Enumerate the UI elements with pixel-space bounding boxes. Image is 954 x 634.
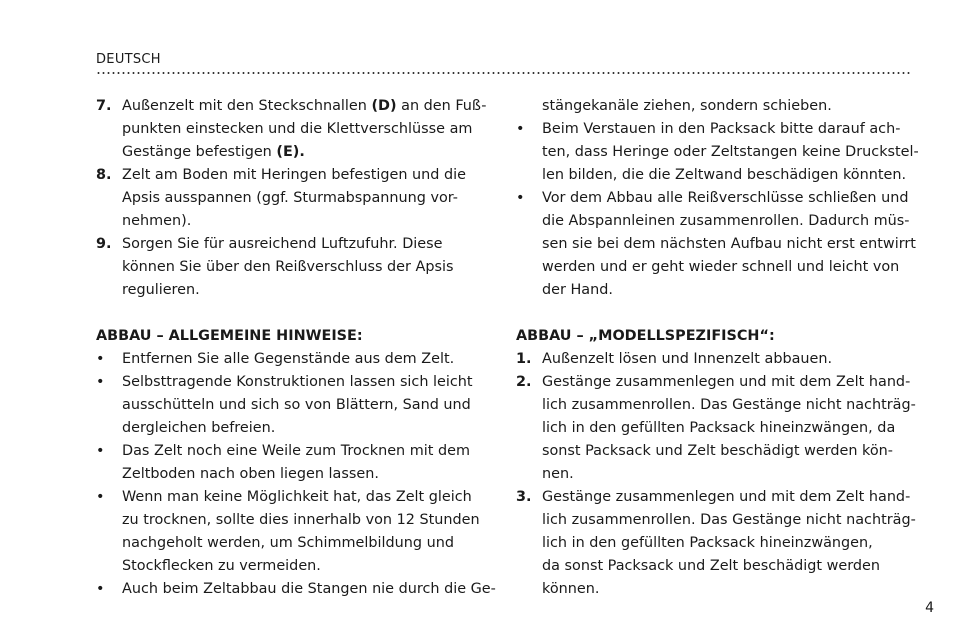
text-line [122, 141, 491, 164]
list-item-text [542, 486, 916, 601]
text-segment: werden und er geht wieder schnell und leicht von [542, 259, 900, 275]
list-item-bullet [516, 118, 919, 187]
text-segment: Selbsttragende Konstruktionen lassen sich leicht [122, 374, 473, 390]
list-item-bullet [96, 578, 496, 601]
bullet-marker: • [516, 190, 525, 206]
text-line [542, 555, 916, 578]
text-segment: zu trocknen, sollte dies innerhalb von 12 Stunden [122, 512, 480, 528]
text-line [122, 187, 491, 210]
list-item-text [122, 440, 491, 486]
list-item-text [542, 118, 919, 187]
text-segment: sonst Packsack und Zelt beschädigt werden kön- [542, 443, 893, 459]
text-line [542, 509, 916, 532]
list-item-bullet [96, 371, 491, 440]
text-line [122, 164, 491, 187]
text-segment: Apsis ausspannen (ggf. Sturmabspannung vor- [122, 190, 458, 206]
text-segment: nachgeholt werden, um Schimmelbildung und [122, 535, 455, 551]
text-segment: Gestänge zusammenlegen und mit dem Zelt hand- [542, 374, 911, 390]
text-segment: lich in den gefüllten Packsack hineinzwängen, da [542, 420, 896, 436]
left-column [96, 95, 496, 601]
step-number: 9. [96, 236, 112, 252]
list-item-step [96, 95, 491, 164]
text-line [122, 371, 491, 394]
list-item-text [542, 371, 916, 486]
text-line [542, 118, 919, 141]
bullet-marker: • [96, 489, 105, 505]
list-item-text [122, 348, 491, 371]
text-line [122, 486, 491, 509]
list-item-step [516, 486, 916, 601]
text-segment: dergleichen befreien. [122, 420, 276, 436]
general-notes-list [96, 348, 496, 601]
text-line [122, 463, 491, 486]
model-specific-steps [516, 348, 916, 601]
continuation-text: stängekanäle ziehen, sondern schieben. [542, 98, 832, 114]
text-line [122, 233, 491, 256]
text-line [122, 417, 491, 440]
text-line [542, 532, 916, 555]
general-notes-list-continued [516, 118, 919, 302]
list-item-text [122, 371, 491, 440]
list-item-text [122, 578, 496, 601]
text-segment: Vor dem Abbau alle Reißverschlüsse schließen und [542, 190, 909, 206]
text-line [122, 279, 491, 302]
text-segment: len bilden, die die Zeltwand beschädigen könnten. [542, 167, 907, 183]
text-line [122, 440, 491, 463]
text-segment: Wenn man keine Möglichkeit hat, das Zelt gleich [122, 489, 472, 505]
text-segment: Stockflecken zu vermeiden. [122, 558, 321, 574]
list-item-text [122, 233, 491, 302]
text-line [542, 256, 916, 279]
list-item-text [122, 95, 491, 164]
text-line [542, 141, 919, 164]
text-segment: lich zusammenrollen. Das Gestänge nicht nachträg- [542, 512, 916, 528]
section-heading-general: ABBAU – ALLGEMEINE HINWEISE: [96, 328, 363, 344]
list-item-step [516, 371, 916, 486]
list-item-step [96, 164, 491, 233]
text-line [122, 394, 491, 417]
step-number: 7. [96, 98, 112, 114]
text-segment: Beim Verstauen in den Packsack bitte darauf ach- [542, 121, 901, 137]
assembly-steps [96, 95, 491, 302]
text-segment: Sorgen Sie für ausreichend Luftzufuhr. Diese [122, 236, 443, 252]
page-number: 4 [925, 600, 934, 616]
text-line [122, 118, 491, 141]
step-number: 1. [516, 351, 532, 367]
text-line [542, 463, 916, 486]
text-segment: Außenzelt lösen und Innenzelt abbauen. [542, 351, 833, 367]
text-line [542, 187, 916, 210]
list-item-bullet [516, 187, 916, 302]
text-line [122, 555, 491, 578]
text-line [542, 578, 916, 601]
list-item-text [542, 187, 916, 302]
page-header-language: DEUTSCH [96, 52, 161, 67]
text-segment: können. [542, 581, 600, 597]
text-line [122, 210, 491, 233]
text-segment: regulieren. [122, 282, 200, 298]
text-line [542, 210, 916, 233]
text-line [542, 371, 916, 394]
text-segment: ten, dass Heringe oder Zeltstangen keine Druckstel- [542, 144, 919, 160]
text-line [542, 279, 916, 302]
text-segment: Entfernen Sie alle Gegenstände aus dem Zelt. [122, 351, 455, 367]
text-line [122, 95, 491, 118]
text-segment: an den Fuß- [396, 98, 487, 114]
list-item-step [516, 348, 916, 371]
text-segment: nehmen). [122, 213, 192, 229]
list-item-bullet [96, 440, 491, 486]
text-segment: punkten einstecken und die Klettverschlüsse am [122, 121, 473, 137]
text-line [122, 256, 491, 279]
figure-reference: (D) [371, 98, 397, 114]
text-segment: Zeltboden nach oben liegen lassen. [122, 466, 379, 482]
text-segment: sen sie bei dem nächsten Aufbau nicht erst entwirrt [542, 236, 916, 252]
text-line [122, 578, 496, 601]
bullet-marker: • [516, 121, 525, 137]
section-heading-model-specific: ABBAU – „MODELLSPEZIFISCH“: [516, 328, 775, 344]
step-number: 8. [96, 167, 112, 183]
text-segment: die Abspannleinen zusammenrollen. Dadurch müs- [542, 213, 910, 229]
step-number: 2. [516, 374, 532, 390]
text-segment: Außenzelt mit den Steckschnallen [122, 98, 372, 114]
text-line [542, 394, 916, 417]
step-number: 3. [516, 489, 532, 505]
figure-reference: (E). [276, 144, 305, 160]
list-item-text [542, 348, 916, 371]
bullet-marker: • [96, 443, 105, 459]
list-item-text [122, 164, 491, 233]
text-segment: der Hand. [542, 282, 613, 298]
bullet-marker: • [96, 351, 105, 367]
bullet-marker: • [96, 581, 105, 597]
right-column [516, 95, 919, 601]
text-line [542, 486, 916, 509]
text-segment: lich in den gefüllten Packsack hineinzwängen, [542, 535, 873, 551]
text-segment: da sonst Packsack und Zelt beschädigt werden [542, 558, 880, 574]
text-segment: können Sie über den Reißverschluss der Apsis [122, 259, 454, 275]
text-line [542, 417, 916, 440]
text-segment: Das Zelt noch eine Weile zum Trocknen mit dem [122, 443, 470, 459]
text-segment: lich zusammenrollen. Das Gestänge nicht nachträg- [542, 397, 916, 413]
text-line [542, 233, 916, 256]
text-segment: Gestänge befestigen [122, 144, 277, 160]
text-segment: Zelt am Boden mit Heringen befestigen und die [122, 167, 466, 183]
text-segment: ausschütteln und sich so von Blättern, Sand und [122, 397, 471, 413]
text-segment: Gestänge zusammenlegen und mit dem Zelt hand- [542, 489, 911, 505]
text-line [542, 440, 916, 463]
bullet-marker: • [96, 374, 105, 390]
dotted-divider [96, 71, 912, 75]
list-item-bullet [96, 348, 491, 371]
text-line [542, 164, 919, 187]
list-item-text [122, 486, 491, 578]
list-item-bullet [96, 486, 491, 578]
text-segment: Auch beim Zeltabbau die Stangen nie durch die Ge- [122, 581, 496, 597]
text-line [122, 509, 491, 532]
text-line [542, 348, 916, 371]
text-line [122, 532, 491, 555]
list-item-step [96, 233, 491, 302]
text-segment: nen. [542, 466, 574, 482]
text-line [122, 348, 491, 371]
